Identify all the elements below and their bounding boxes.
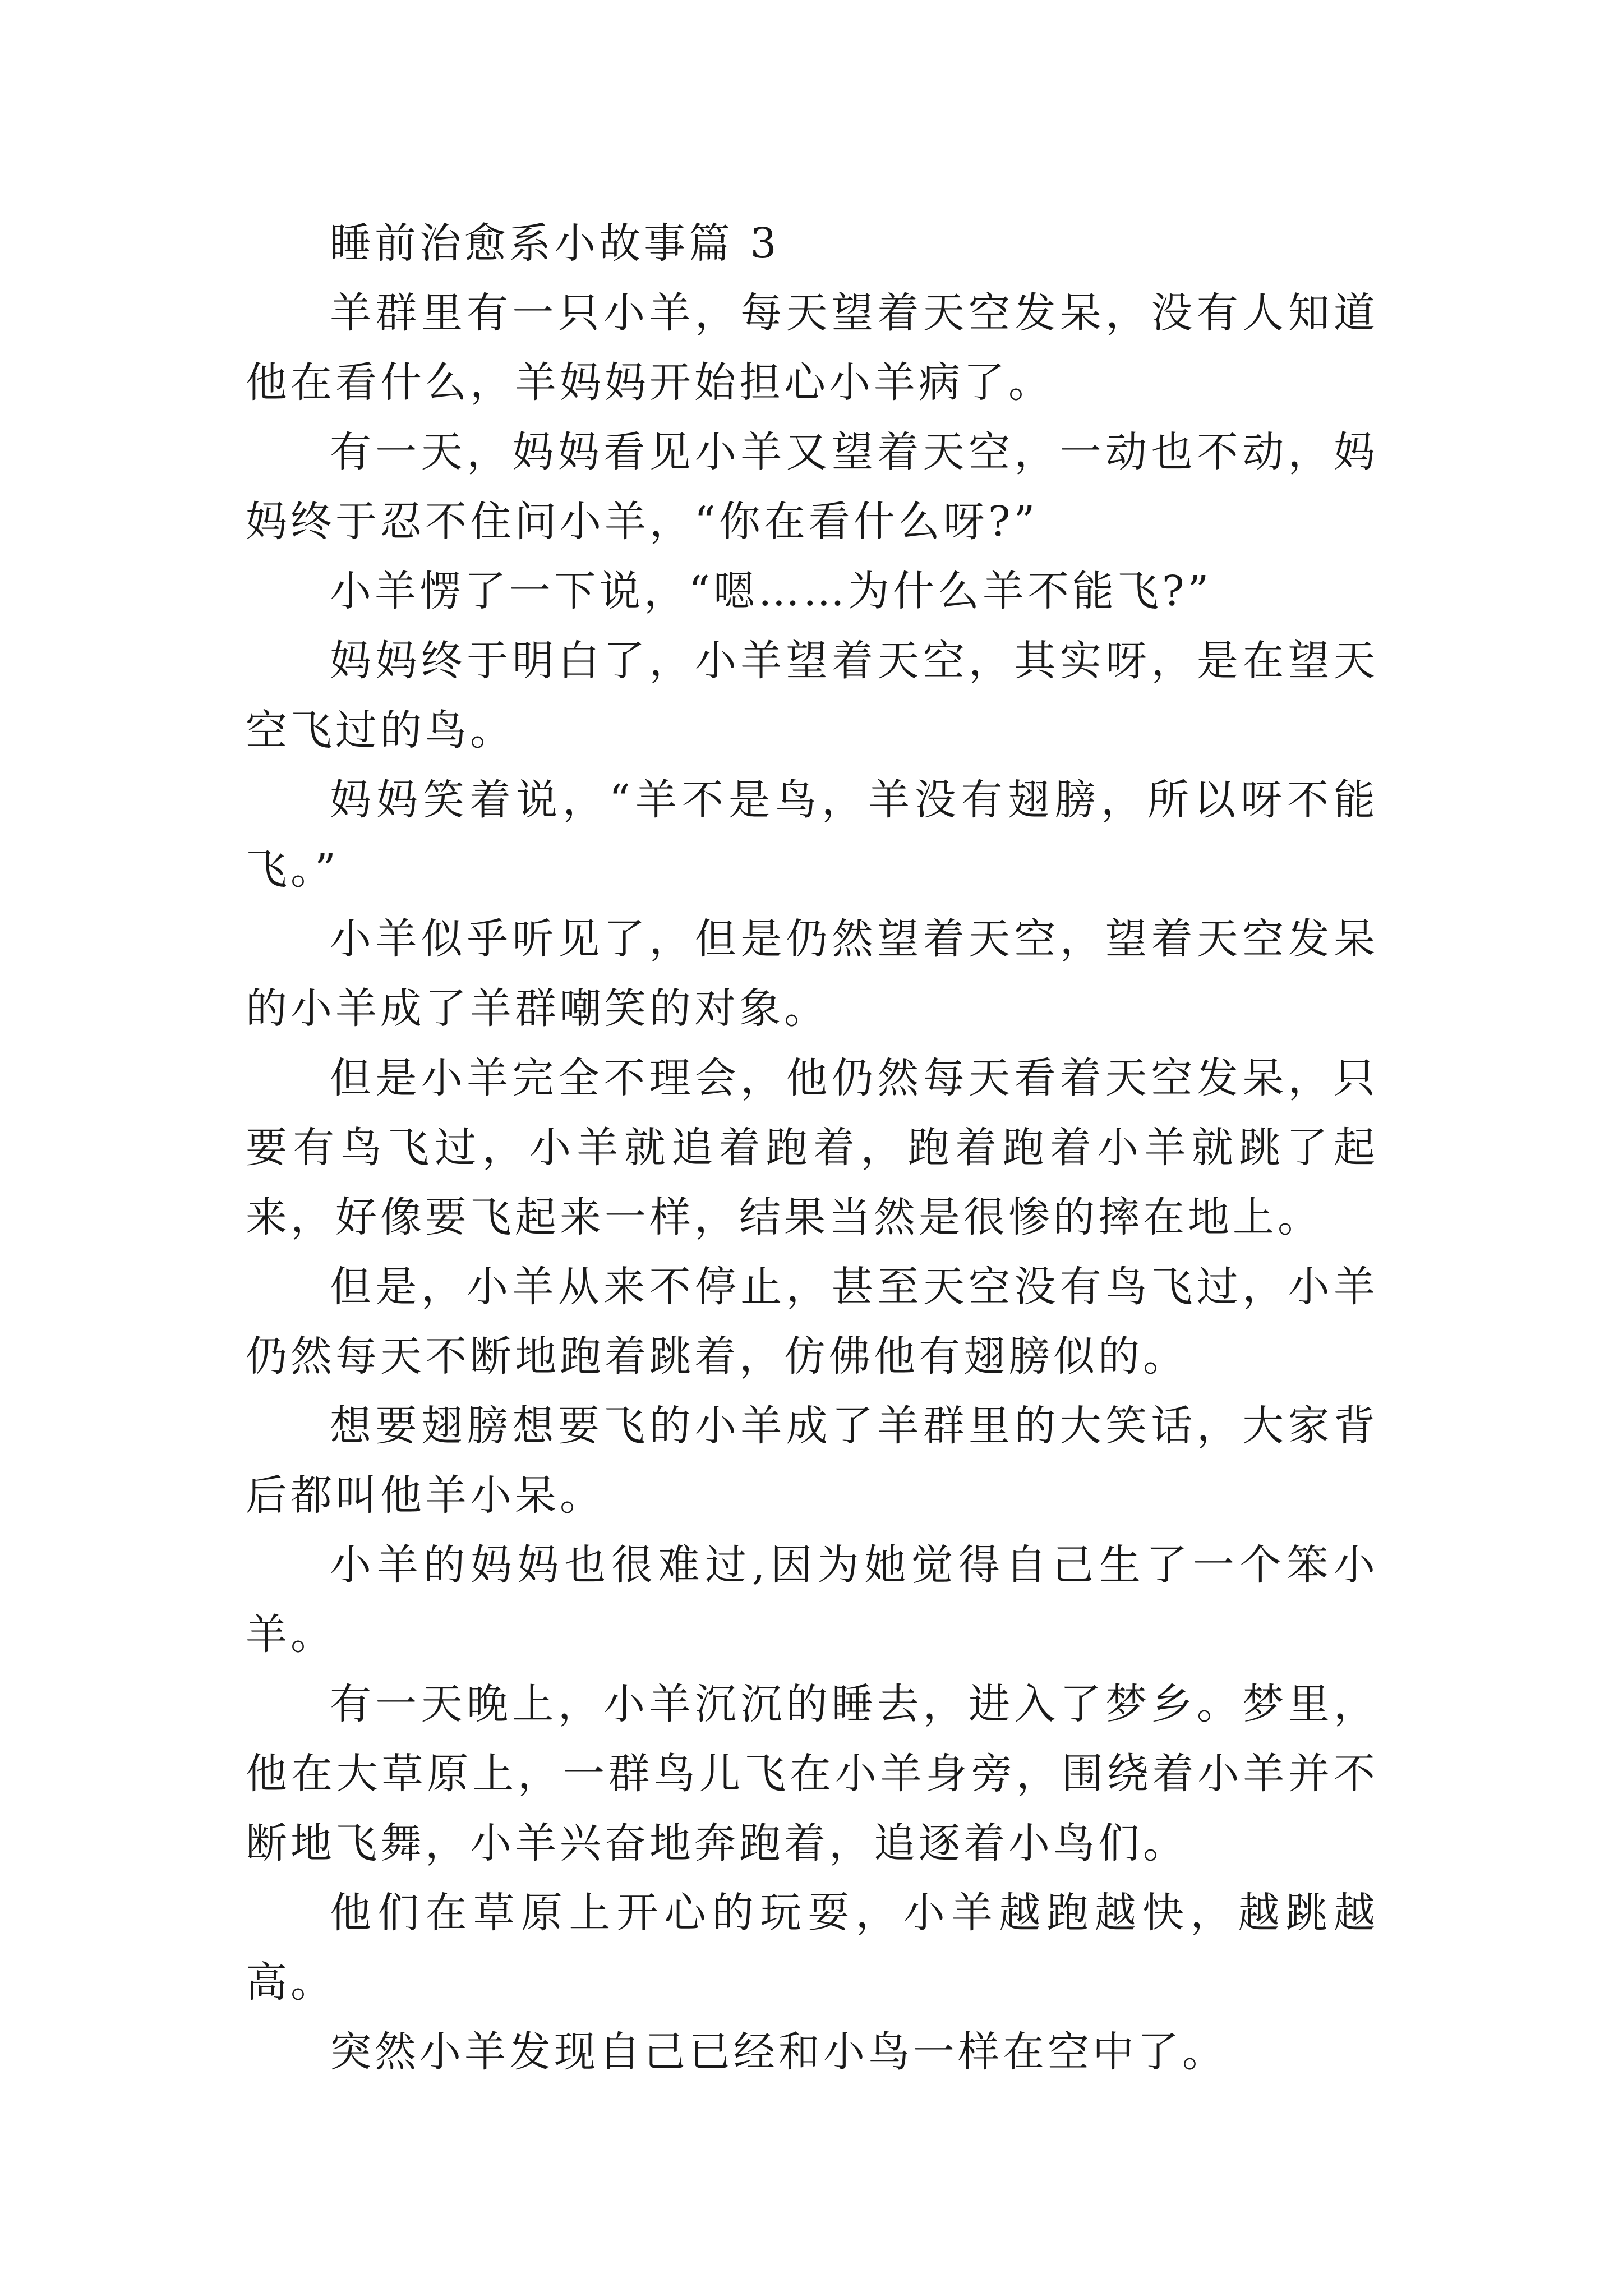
story-paragraph: 小羊愣了一下说，“嗯……为什么羊不能飞?”	[330, 567, 1212, 615]
story-paragraph: 妈妈笑着说，“羊不是鸟，羊没有翅膀，所以呀不能飞。”	[246, 776, 1378, 894]
story-title: 睡前治愈系小故事篇 3	[330, 219, 780, 268]
story-paragraph: 想要翅膀想要飞的小羊成了羊群里的大笑话，大家背后都叫他羊小呆。	[246, 1402, 1378, 1520]
story-paragraph: 有一天晚上，小羊沉沉的睡去，进入了梦乡。梦里，他在大草原上，一群鸟儿飞在小羊身旁，围绕着小羊并不断地飞舞，小羊兴奋地奔跑着，追逐着小鸟们。	[246, 1680, 1378, 1867]
story-paragraph: 突然小羊发现自己已经和小鸟一样在空中了。	[330, 2028, 1227, 2076]
story-paragraph: 有一天，妈妈看见小羊又望着天空，一动也不动，妈妈终于忍不住问小羊，“你在看什么呀?”	[246, 428, 1378, 546]
story-paragraph: 但是小羊完全不理会，他仍然每天看着天空发呆，只要有鸟飞过，小羊就追着跑着，跑着跑着小羊就跳了起来，好像要飞起来一样，结果当然是很惨的摔在地上。	[246, 1054, 1378, 1241]
story-paragraph: 但是，小羊从来不停止，甚至天空没有鸟飞过，小羊仍然每天不断地跑着跳着，仿佛他有翅膀似的。	[246, 1263, 1378, 1381]
story-body	[246, 209, 1378, 2087]
story-paragraph: 羊群里有一只小羊，每天望着天空发呆，没有人知道他在看什么，羊妈妈开始担心小羊病了。	[246, 289, 1378, 407]
story-paragraph: 小羊的妈妈也很难过,因为她觉得自己生了一个笨小羊。	[246, 1541, 1378, 1659]
story-paragraph: 妈妈终于明白了，小羊望着天空，其实呀，是在望天空飞过的鸟。	[246, 637, 1378, 754]
story-paragraph: 他们在草原上开心的玩耍，小羊越跑越快，越跳越高。	[246, 1889, 1378, 2007]
story-paragraph: 小羊似乎听见了，但是仍然望着天空，望着天空发呆的小羊成了羊群嘲笑的对象。	[246, 915, 1378, 1033]
